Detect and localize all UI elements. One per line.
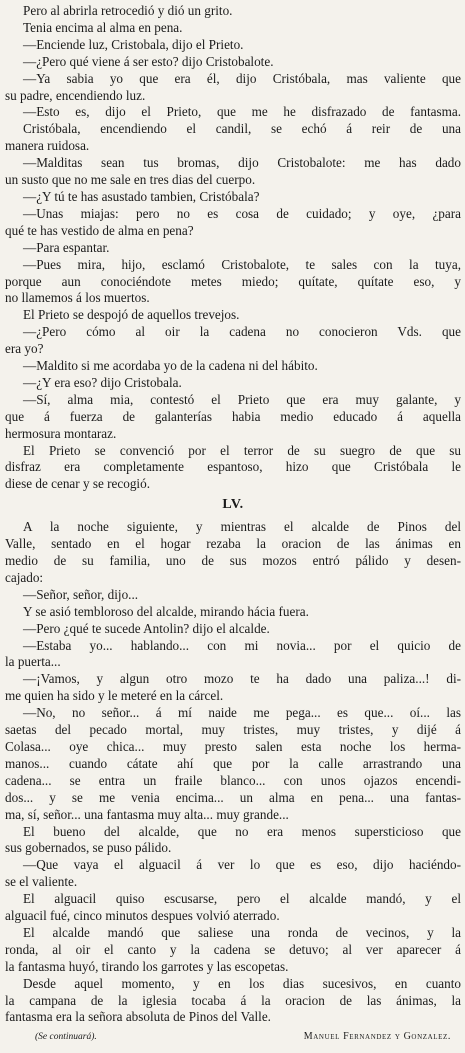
- text-line: que á fuerza de galanterías habia medio educado á aquella: [5, 408, 461, 424]
- text-line: —Que vaya el alguacil á ver lo que es eso, dijo haciéndo-: [23, 857, 461, 873]
- text-line: —Estaba yo... hablando... con mi novia... por el quicio de: [23, 637, 461, 653]
- text-line: El bueno del alcalde, que no era menos supersticioso que: [23, 823, 461, 839]
- text-line: —Enciende luz, Cristobala, dijo el Prieto.: [23, 36, 244, 52]
- text-line: El alguacil quiso escusarse, pero el alcalde mandó, y el: [23, 891, 461, 907]
- text-line: un susto que no me sale en tres dias del cuerpo.: [5, 172, 256, 188]
- text-line: —Sí, alma mia, contestó el Prieto que era muy galante, y: [23, 391, 461, 407]
- text-line: El Prieto se convenció por el terror de su suegro de que su: [23, 442, 461, 458]
- author-signature: Manuel Fernandez y Gonzalez.: [303, 1031, 451, 1043]
- text-line: disfraz era completamente espantoso, hizo que Cristóbala le: [5, 459, 461, 475]
- text-line: ma, sí, señor... una fantasma muy alta... muy grande...: [5, 806, 289, 822]
- text-line: —Para espantar.: [23, 239, 110, 255]
- text-line: ronda, al oir el canto y la cadena se detuvo; al ver aparecer á: [5, 941, 461, 957]
- text-line: era yo?: [5, 341, 44, 357]
- text-line: Desde aquel momento, y en los dias sucesivos, en cuanto: [23, 975, 461, 991]
- text-line: El alcalde mandó que saliese una ronda de vecinos, y la: [23, 924, 461, 940]
- text-line: —Señor, señor, dijo...: [23, 586, 139, 602]
- text-line: Cristóbala, encendiendo el candil, se echó á reir de una: [23, 121, 461, 137]
- chapter-heading: LV.: [222, 497, 244, 513]
- text-line: Valle, sentado en el hogar rezaba la oracion de las ánimas en: [5, 536, 461, 552]
- text-line: —Pues mira, hijo, esclamó Cristobalote, te sales con la tuya,: [23, 256, 461, 272]
- text-section-before-chapter: [5, 3, 461, 493]
- text-line: sus gobernados, se puso pálido.: [5, 840, 172, 856]
- text-line: cadena... se entra un fraile blanco... con unos ojazos encendi-: [5, 772, 461, 788]
- text-line: manera ruidosa.: [5, 138, 90, 154]
- text-line: A la noche siguiente, y mientras el alcalde de Pinos del: [23, 519, 461, 535]
- text-line: porque aun conociéndote metes miedo; quítate, quítate eso, y: [5, 273, 461, 289]
- text-line: —¿Y tú te has asustado tambien, Cristóbala?: [23, 188, 260, 204]
- text-line: su padre, encendiendo luz.: [5, 87, 146, 103]
- text-line: saetas del pecado mortal, muy tristes, muy tristes, y dijé á: [5, 722, 461, 738]
- text-line: Tenia encima al alma en pena.: [23, 19, 183, 35]
- text-section-chapter-lv: [5, 519, 461, 1026]
- text-line: —Esto es, dijo el Prieto, que me he disfrazado de fantasma.: [23, 104, 461, 120]
- text-line: —Pero ¿qué te sucede Antolin? dijo el alcalde.: [23, 620, 270, 636]
- text-line: manos... cuando cátate ahí que por la calle arrastrando una: [5, 755, 461, 771]
- text-line: —¿Pero cómo al oir la cadena no conocieron Vds. que: [23, 324, 461, 340]
- text-line: El Prieto se despojó de aquellos trevejos.: [23, 307, 240, 323]
- text-line: Y se asió tembloroso del alcalde, mirando hácia fuera.: [23, 603, 309, 619]
- page-footer: [5, 1029, 461, 1046]
- text-line: no llamemos á los muertos.: [5, 290, 150, 306]
- text-line: —¿Y era eso? dijo Cristobala.: [23, 374, 182, 390]
- text-line: la campana de la iglesia tocaba á la oracion de las ánimas, la: [5, 992, 461, 1008]
- text-line: —Malditas sean tus bromas, dijo Cristobalote: me has dado: [23, 155, 461, 171]
- text-line: dos... y se me venia encima... un alma en pena... una fantas-: [5, 789, 461, 805]
- text-line: diese de cenar y se recogió.: [5, 476, 150, 492]
- text-line: medio de su familia, uno de sus mozos entró pálido y desen-: [5, 553, 461, 568]
- text-line: alguacil fué, cinco minutos despues volvió aterrado.: [5, 908, 280, 924]
- text-line: se el valiente.: [5, 874, 78, 890]
- text-line: hermosura montaraz.: [5, 425, 117, 441]
- text-line: —Unas miajas: pero no es cosa de cuidado; y oye, ¿para: [23, 205, 461, 221]
- text-line: Pero al abrirla retrocedió y dió un grito.: [23, 3, 233, 18]
- text-line: fantasma era la señora absoluta de Pinos del Valle.: [5, 1009, 271, 1025]
- text-line: —¡Vamos, y algun otro mozo te ha dado una paliza...! di-: [23, 671, 461, 687]
- text-line: qué te has vestido de alma en pena?: [5, 222, 194, 238]
- text-line: la fantasma huyó, tirando los garrotes y las escopetas.: [5, 958, 289, 974]
- text-line: la puerta...: [5, 654, 61, 670]
- continuation-note: (Se continuará).: [35, 1032, 97, 1043]
- text-line: —No, no señor... á mí naide me pega... es que... oí... las: [23, 705, 461, 721]
- text-line: —Maldito si me acordaba yo de la cadena ni del hábito.: [23, 358, 318, 374]
- text-line: cajado:: [5, 569, 44, 585]
- text-line: Colasa... oye chica... muy presto salen esta noche los herma-: [5, 738, 461, 754]
- text-line: —¿Pero qué viene á ser esto? dijo Cristobalote.: [23, 53, 274, 69]
- text-line: me quien ha sido y le meteré en la cárcel.: [5, 688, 224, 704]
- text-line: —Ya sabia yo que era él, dijo Cristóbala, mas valiente que: [23, 70, 461, 86]
